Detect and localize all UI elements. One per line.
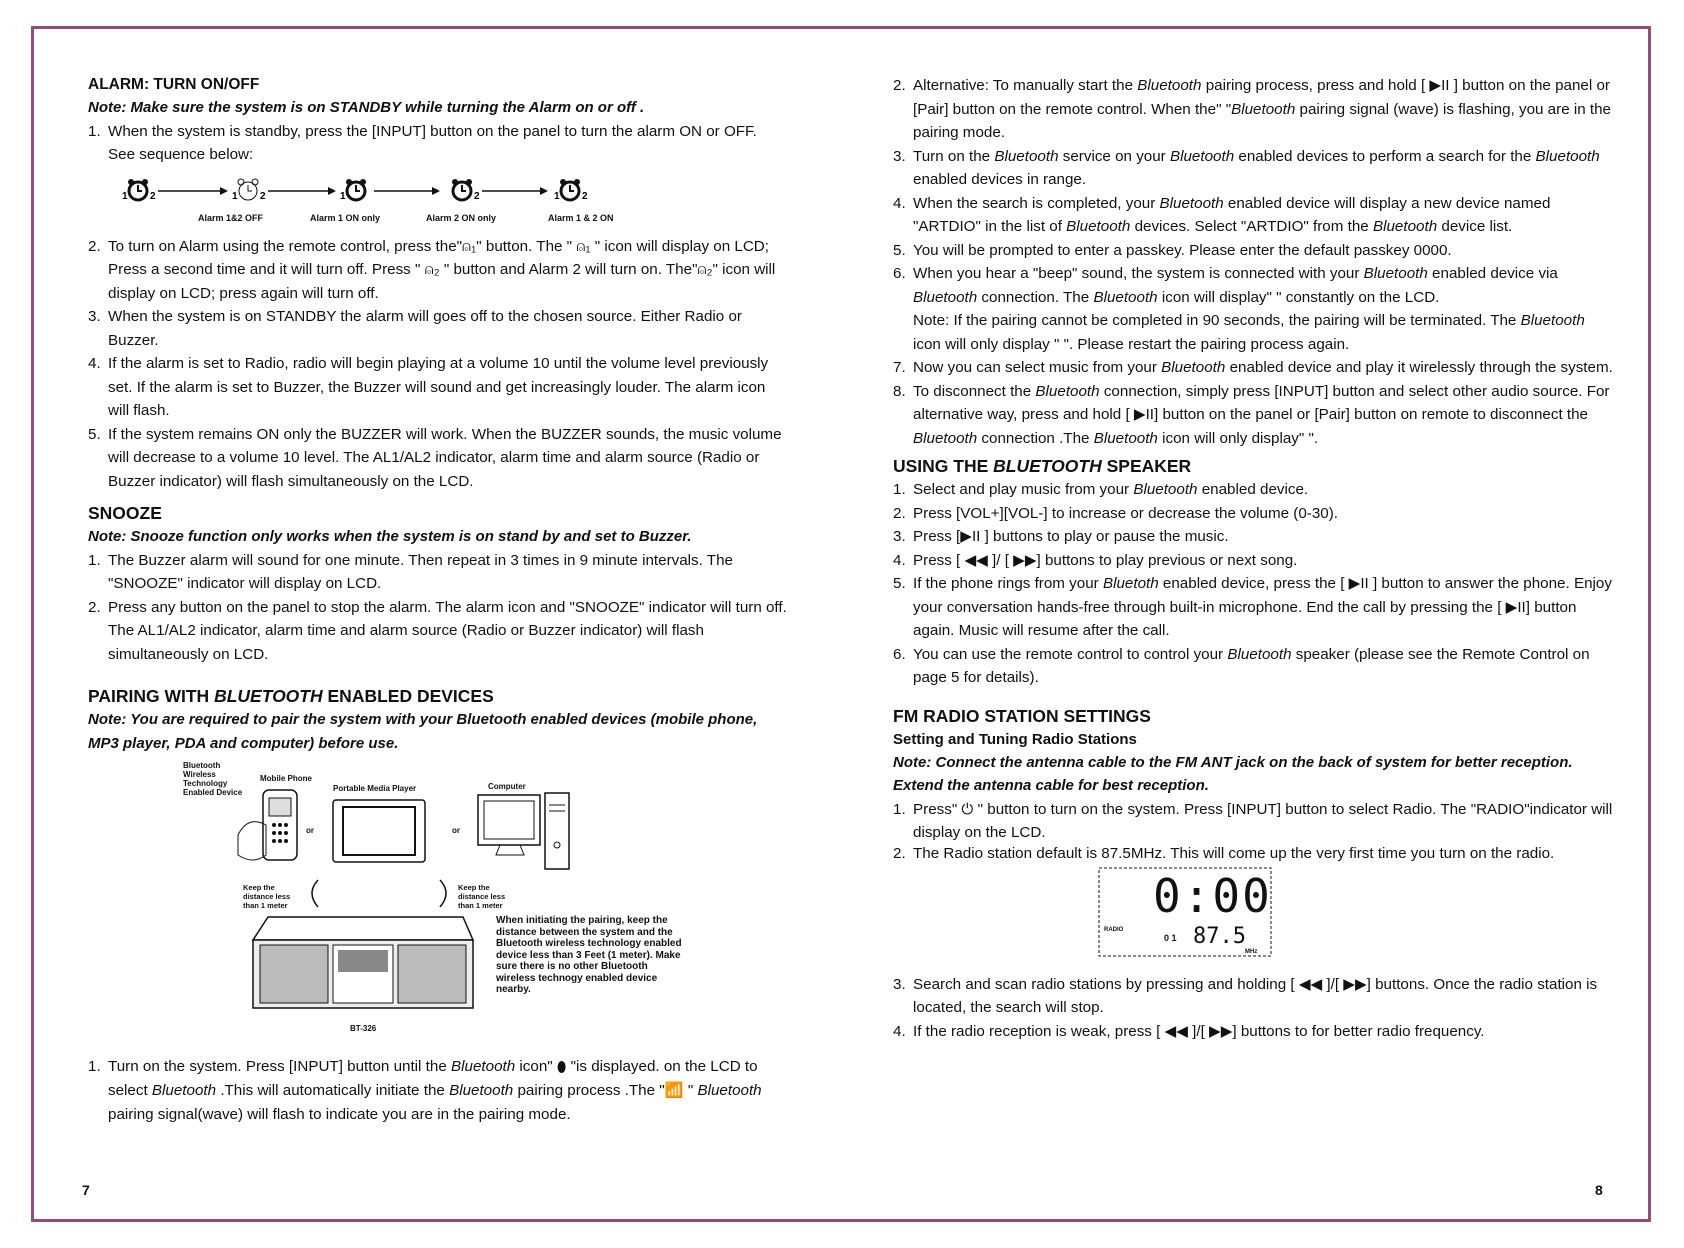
- svg-text:1: 1: [340, 190, 346, 202]
- list-item: [893, 74, 1613, 145]
- list-item: [893, 356, 1613, 380]
- list-item: [893, 239, 1613, 263]
- alarm-clock-icon: [452, 179, 480, 202]
- svg-text:2: 2: [474, 190, 480, 202]
- item-text: Alternative: To manually start the Bluetooth pairing process, press and hold [ ▶II ] button on the panel or [Pair] button on the remote control. When the" "Bluetooth pairing signal (wave) is flashing, you are in the pairing mode.: [913, 77, 1612, 141]
- left-column: [88, 74, 788, 1126]
- seq-label-2: Alarm 1 ON only: [310, 212, 381, 223]
- item-number: 3.: [893, 147, 906, 165]
- item-number: 5.: [893, 241, 906, 259]
- speaker-heading: USING THE BLUETOOTH SPEAKER: [893, 456, 1192, 476]
- alarm-clock-icon: [340, 179, 366, 202]
- item-text: When the search is completed, your Bluetooth enabled device will display a new device named "ARTDIO" in the list of Bluetooth devices. Select "ARTDIO" from the Bluetooth device list.: [913, 194, 1551, 235]
- list-item: [893, 145, 1613, 192]
- fm-item-3: 3. Search and scan radio stations by pressing and holding [ ◀◀ ]/[ ▶▶] buttons. Once the radio station is located, the search will stop.: [893, 975, 1598, 1016]
- item-text: Select and play music from your Bluetooth enabled device.: [913, 481, 1309, 498]
- item-text: Note: If the pairing cannot be completed in 90 seconds, the pairing will be terminated. The Bluetooth icon will only display " ". Please restart the pairing process again.: [913, 312, 1585, 353]
- alarm-item-4: 4. If the alarm is set to Radio, radio will begin playing at a volume 10 until the volume level previously set. If the alarm is set to Buzzer, the Buzzer will sound and get increasingly louder. The alarm icon will flash.: [88, 355, 769, 420]
- item-number: 8.: [893, 382, 906, 400]
- item-text: Now you can select music from your Bluetooth enabled device and play it wirelessly through the system.: [913, 359, 1613, 376]
- item-number: 2.: [893, 77, 906, 94]
- fm-item-1: 1. Press" ⏻ " button to turn on the system. Press [INPUT] button to select Radio. The "RADIO"indicator will display on the LCD.: [893, 800, 1613, 841]
- svg-text:2: 2: [150, 190, 156, 202]
- list-item: [893, 549, 1613, 573]
- keep-distance-left: Keep the distance less than 1 meter: [243, 883, 291, 911]
- computer-icon: [478, 793, 569, 869]
- alarm-clock-icon: [232, 179, 266, 202]
- item-number: 4.: [893, 194, 906, 212]
- seq-label-1: Alarm 1&2 OFF: [198, 212, 264, 223]
- pairing-graphic: [88, 755, 788, 1055]
- item-text: You can use the remote control to control your Bluetooth speaker (please see the Remote Control on page 5 for details).: [913, 645, 1590, 686]
- list-item: [893, 192, 1613, 239]
- item-text: You will be prompted to enter a passkey. Please enter the default passkey 0000.: [913, 241, 1452, 259]
- seq-label-3: Alarm 2 ON only: [426, 212, 497, 223]
- pairing-caption: When initiating the pairing, keep the distance between the system and the Bluetooth wireless technology enabled device less than 3 Feet (1 meter). Make sure there is no other Bluetooth wireless technogy enabled device nearby.: [496, 915, 682, 996]
- pairing-item-1: 1. Turn on the system. Press [INPUT] button until the Bluetooth icon" ⬮ "is displayed. on the LCD to select Bluetooth .This will automatically initiate the Bluetooth pairing process .The "📶 " Bluetooth pairing signal(wave) will flash to indicate you are in the pairing mode.: [88, 1055, 788, 1126]
- speaker-system-icon: [253, 917, 473, 1008]
- svg-text:1: 1: [232, 190, 238, 202]
- item-number: 5.: [893, 575, 906, 592]
- svg-text:1: 1: [122, 190, 128, 202]
- snooze-heading: SNOOZE: [88, 503, 162, 524]
- list-item: [893, 380, 1613, 451]
- alarm1-icon: ⍝₁: [462, 237, 477, 255]
- page-number-left: 7: [82, 1182, 90, 1198]
- svg-text:1: 1: [554, 190, 560, 202]
- item-number: 2.: [893, 504, 906, 522]
- svg-text:2: 2: [260, 190, 266, 202]
- item-text: To disconnect the Bluetooth connection, simply press [INPUT] button and select other audio source. For alternative way, press and hold [ ▶II] button on the panel or [Pair] button on remote to disconnect the Bluetooth connection .The Bluetooth icon will only display" ".: [913, 382, 1610, 447]
- item-number: 4.: [893, 551, 906, 569]
- list-item: [893, 309, 1613, 356]
- seq-label-4: Alarm 1 & 2 ON: [548, 212, 614, 223]
- alarm-clock-icon: [554, 179, 588, 202]
- item-text: Press [▶II ] buttons to play or pause the music.: [913, 528, 1229, 545]
- item-text: Press [ ◀◀ ]/ [ ▶▶] buttons to play previous or next song.: [913, 551, 1298, 569]
- pairing-note: Note: You are required to pair the system with your Bluetooth enabled devices (mobile phone, MP3 player, PDA and computer) before use.: [88, 711, 758, 752]
- alarm-note: Note: Make sure the system is on STANDBY while turning the Alarm on or off .: [88, 99, 645, 116]
- list-item: [893, 478, 1613, 502]
- list-item: [893, 572, 1613, 643]
- model-label: BT-326: [350, 1024, 377, 1034]
- pairing-illustration: [88, 755, 788, 1055]
- snooze-note: Note: Snooze function only works when the system is on stand by and set to Buzzer.: [88, 528, 692, 546]
- alarm-item-5: 5. If the system remains ON only the BUZZER will work. When the BUZZER sounds, the music volume will decrease to a volume 10 level. The AL1/AL2 indicator, alarm time and alarm source (Radio or Buzzer indicator) will flash simultaneously on the LCD.: [88, 425, 782, 490]
- item-text: Turn on the Bluetooth service on your Bluetooth enabled devices to perform a search for the Bluetooth enabled devices in range.: [913, 147, 1600, 188]
- alarm-item-2: 2. To turn on Alarm using the remote control, press the"⍝₁" button. The " ⍝₁ " icon will display on LCD; Press a second time and it will turn off. Press " ⍝₂ " button and Alarm 2 will turn on. The"⍝₂" icon will display on LCD; press again will turn off.: [88, 235, 788, 306]
- item-number: 3.: [893, 528, 906, 545]
- alarm1-icon: ⍝₁: [576, 237, 591, 255]
- item-number: 6.: [893, 645, 906, 663]
- fm-item-4: 4. If the radio reception is weak, press [ ◀◀ ]/[ ▶▶] buttons to for better radio frequency.: [893, 1022, 1485, 1040]
- speaker-list: [893, 478, 1613, 690]
- alarm-heading: ALARM: TURN ON/OFF: [88, 76, 260, 93]
- alarm-sequence-diagram: [88, 167, 688, 247]
- lcd-time: 0:00: [1153, 868, 1272, 923]
- item-number: [893, 309, 913, 356]
- list-item: [893, 502, 1613, 526]
- pairing-continued-list: [893, 74, 1613, 450]
- list-item: [893, 643, 1613, 690]
- fm-note: Note: Connect the antenna cable to the FM ANT jack on the back of system for better reception. Extend the antenna cable for best reception.: [893, 753, 1573, 794]
- list-item: [893, 525, 1613, 549]
- lcd-mhz: MHz: [1245, 948, 1258, 955]
- list-item: [893, 262, 1613, 309]
- media-label: Portable Media Player: [333, 784, 417, 794]
- bt-device-label: Bluetooth Wireless Technology Enabled Device: [183, 761, 243, 798]
- alarm-item-3: 3. When the system is on STANDBY the alarm will goes off to the chosen source. Either Radio or Buzzer.: [88, 308, 742, 349]
- fm-heading: FM RADIO STATION SETTINGS: [893, 705, 1151, 726]
- lcd-radio: RADIO: [1104, 926, 1124, 933]
- lcd-d1: 0 1: [1164, 932, 1177, 943]
- item-text: If the phone rings from your Bluetoth enabled device, press the [ ▶II ] button to answer the phone. Enjoy your conversation hands-free through built-in microphone. End the call by pressing the [ ▶II] button again. Music will resume after the call.: [913, 575, 1612, 639]
- or-label-2: or: [452, 826, 460, 836]
- lcd-display: [1098, 867, 1272, 957]
- fm-subheading: Setting and Tuning Radio Stations: [893, 730, 1137, 748]
- media-player-icon: [333, 800, 425, 862]
- or-label-1: or: [306, 826, 314, 836]
- computer-label: Computer: [488, 782, 526, 792]
- pairing-signal-icon: 📶: [664, 1082, 684, 1100]
- item-number: 1.: [893, 481, 906, 498]
- svg-text:2: 2: [582, 190, 588, 202]
- item-text: Press [VOL+][VOL-] to increase or decrease the volume (0-30).: [913, 504, 1339, 522]
- alarm-item-1: 1. When the system is standby, press the [INPUT] button on the panel to turn the alarm ON or OFF. See sequence below:: [88, 122, 757, 163]
- alarm-clock-icon: [122, 179, 156, 202]
- pairing-heading: PAIRING WITH BLUETOOTH ENABLED DEVICES: [88, 686, 494, 707]
- alarm2-icon: ⍝₂: [697, 261, 713, 279]
- snooze-item-1: 1. The Buzzer alarm will sound for one minute. Then repeat in 3 times in 9 minute intervals. The "SNOOZE" indicator will display on LCD.: [88, 551, 733, 593]
- alarm2-icon: ⍝₂: [424, 261, 440, 279]
- fm-item-2: 2. The Radio station default is 87.5MHz. This will come up the very first time you turn on the radio.: [893, 844, 1555, 862]
- mobile-phone-icon: [238, 790, 297, 860]
- bluetooth-icon: ⬮: [556, 1058, 567, 1076]
- item-number: 6.: [893, 265, 906, 282]
- keep-distance-right: Keep the distance less than 1 meter: [458, 883, 506, 911]
- page-number-right: 8: [1595, 1182, 1603, 1198]
- item-number: 7.: [893, 359, 906, 376]
- lcd-freq: 87.5: [1193, 923, 1246, 949]
- item-text: When you hear a "beep" sound, the system is connected with your Bluetooth enabled device via Bluetooth connection. The Bluetooth icon will display" " constantly on the LCD.: [913, 265, 1558, 306]
- right-column: [893, 74, 1613, 1043]
- mobile-label: Mobile Phone: [260, 774, 312, 784]
- snooze-item-2: 2. Press any button on the panel to stop the alarm. The alarm icon and "SNOOZE" indicator will turn off. The AL1/AL2 indicator, alarm time and alarm source (Radio or Buzzer indicator) will flash simultaneously on LCD.: [88, 598, 787, 663]
